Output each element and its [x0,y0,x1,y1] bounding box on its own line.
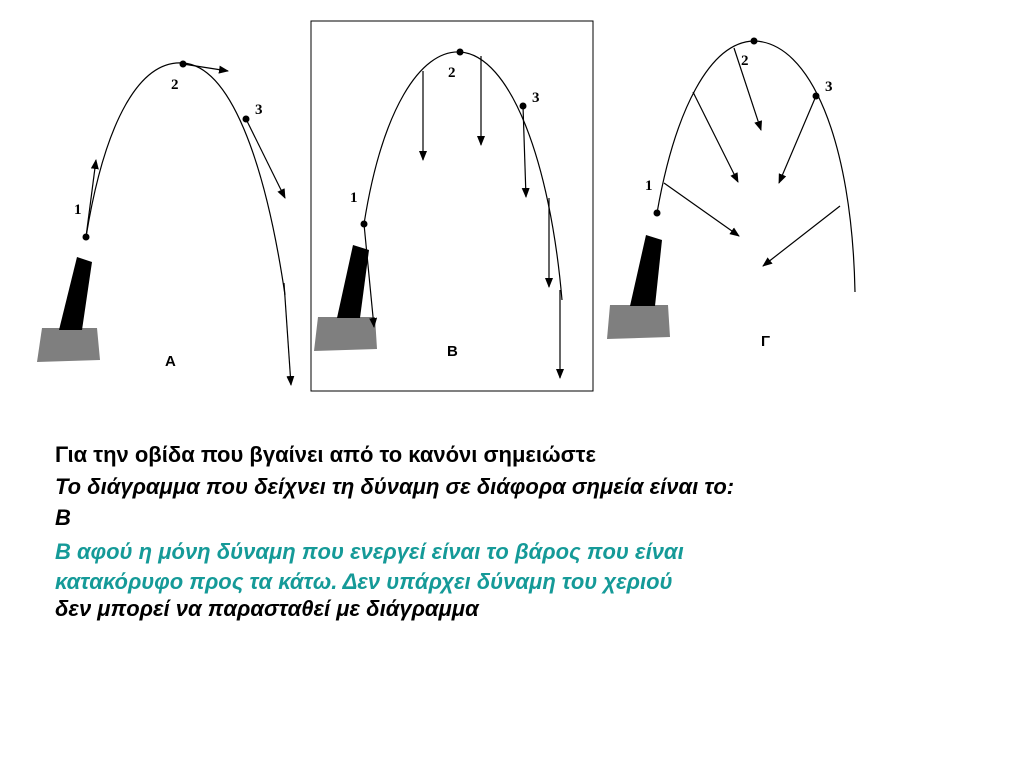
point-2-dot [457,49,464,56]
point-2-label: 2 [171,77,179,93]
point-3-label: 3 [825,79,833,95]
point-2-dot [751,38,758,45]
force-arrow [693,92,738,182]
point-2-label: 2 [741,53,749,69]
question-intro: Για την οβίδα που βγαίνει από το κανόνι σημειώστε [55,442,596,467]
explanation-line-3: δεν μπορεί να παρασταθεί με διάγραμμα [55,596,479,621]
cannon-base [607,305,670,339]
panel-c [607,38,855,351]
panel-a-label: Α [165,353,176,370]
cannon-barrel [337,245,369,318]
panel-a [37,61,291,386]
force-arrow [664,183,739,236]
point-1-label: 1 [645,178,653,194]
cannon-base [37,328,100,362]
answer-letter: Β [55,505,71,530]
panel-c-label: Γ [761,333,771,350]
force-arrow [246,119,285,198]
force-arrow [183,64,228,71]
force-arrow [284,283,291,385]
force-arrow [86,160,96,237]
question-prompt: Το διάγραμμα που δείχνει τη δύναμη σε διάφορα σημεία είναι το: [55,474,735,499]
point-1-dot [654,210,661,217]
panel-b-label: Β [447,343,458,360]
explanation-line-2: κατακόρυφο προς τα κάτω. Δεν υπάρχει δύναμη του χεριού [55,569,673,594]
point-2-label: 2 [448,65,456,81]
point-1-label: 1 [74,202,82,218]
point-3-label: 3 [532,90,540,106]
force-arrow [523,106,526,197]
cannon-barrel [59,257,92,330]
point-3-label: 3 [255,102,263,118]
panel-b [311,21,593,391]
cannon-barrel [630,235,662,306]
force-arrow [763,206,840,266]
point-1-label: 1 [350,190,358,206]
explanation-line-1: Β αφού η μόνη δύναμη που ενεργεί είναι το βάρος που είναι [55,539,684,564]
trajectory-curve [86,63,285,295]
force-arrow [779,96,816,183]
cannon-base [314,317,377,351]
